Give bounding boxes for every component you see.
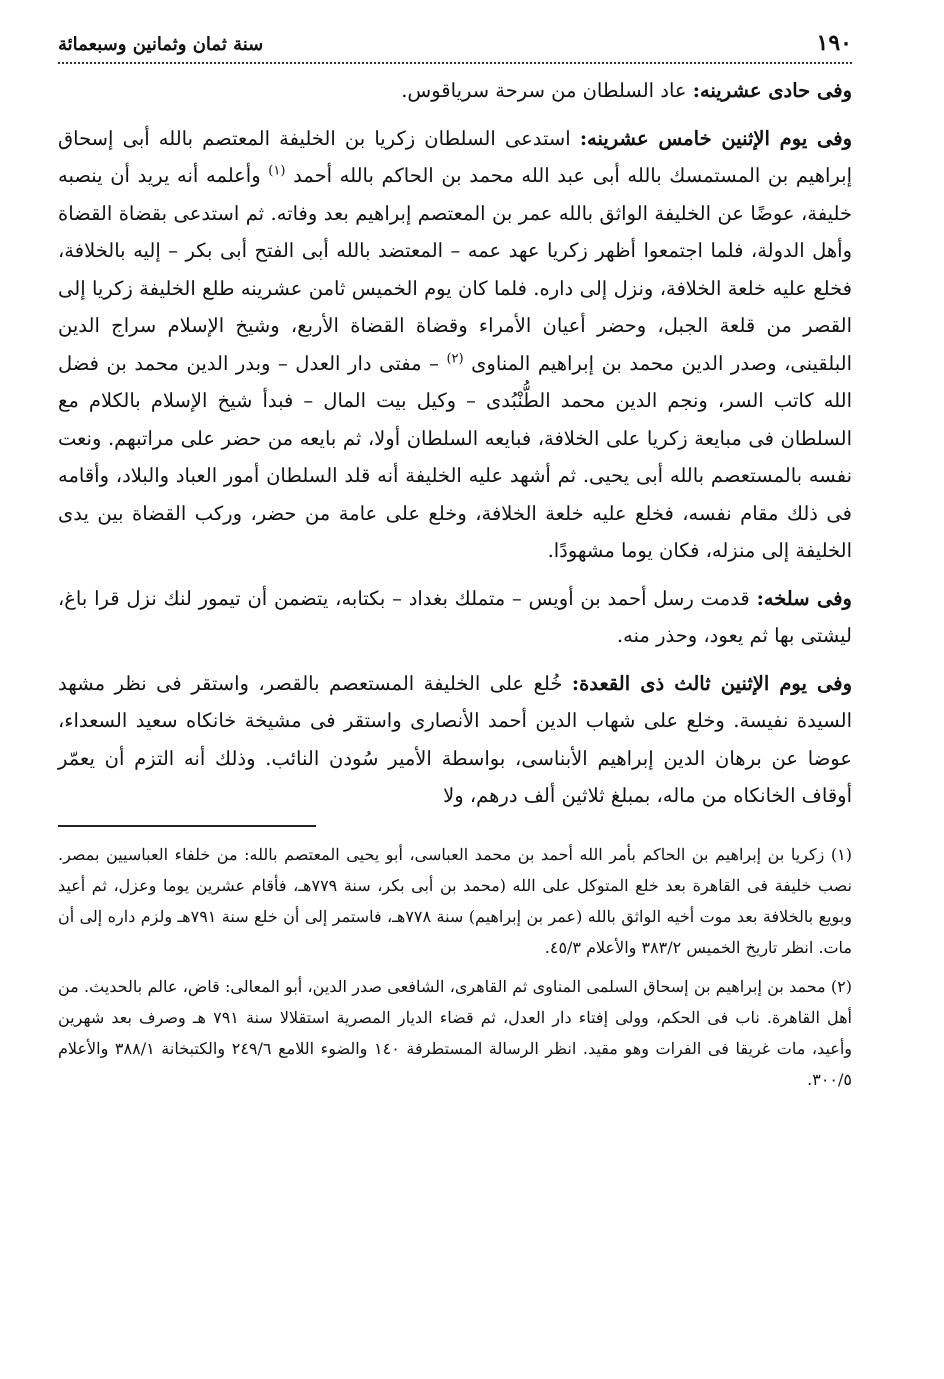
footnote-text: زكريا بن إبراهيم بن الحاكم بأمر الله أحمد بن محمد العباسى، أبو يحيى المعتصم بالله: من خلفاء العباسيين بمصر. نصب خليفة فى القاهرة بعد خلع المتوكل على الله (محمد بن أبى بكر، سنة ٧٧٩هـ، فأقام عشرين يوما وعزل، ثم أعيد وبويع بالخلافة بعد موت أخيه الواثق بالله (عمر بن إبراهيم) سنة ٧٧٨هـ، فاستمر إلى أن خلع سنة ٧٩١هـ ولزم داره إلى أن مات. انظر تاريخ الخميس ٣٨٣/٢ والأعلام ٤٥/٣. xyxy=(58,844,853,957)
entry-text: خُلع على الخليفة المستعصم بالقصر، واستقر فى نظر مشهد السيدة نفيسة. وخلع على شهاب الدين أحمد الأنصارى واستقر فى مشيخة خانكاه سعيد السعداء، عوضا عن برهان الدين إبراهيم الأبناسى، بواسطة الأمير سُودن النائب. وذلك أنه التزم أن يعمّر أوقاف الخانكاه من ماله، بمبلغ ثلاثين ألف درهم، ولا xyxy=(58,671,852,807)
entry-text-continued: وأعلمه أنه يريد أن ينصبه خليفة، عوضًا عن الخليفة الواثق بالله عمر بن المعتصم إبراهيم بعد وفاته. ثم استدعى بقضاة القضاة وأهل الدولة، فلما اجتمعوا أظهر زكريا عهد عمه – المعتضد بالله أبى الفتح أبى بكر – إليه بالخلافة، فخلع عليه خلعة الخلافة، ونزل إلى داره. فلما كان يوم الخميس ثامن عشرينه طلع الخليفة زكريا إلى القصر من قلعة الجبل، وحضر أعيان الأمراء وقضاة القضاة الأربع، وشيخ الإسلام سراج الدين البلقينى، وصدر الدين محمد بن إبراهيم المناوى xyxy=(58,164,852,375)
entry-4 xyxy=(58,665,852,815)
footnote-1 xyxy=(58,839,852,963)
footnote-number: (١) xyxy=(830,844,852,864)
page-number: ١٩٠ xyxy=(816,30,852,56)
entry-2 xyxy=(58,120,852,570)
running-title: سنة ثمان وثمانين وسبعمائة xyxy=(58,34,264,55)
entry-lead: وفى سلخه: xyxy=(756,586,852,610)
entry-text: استدعى السلطان زكريا بن الخليفة المعتصم بالله أبى إسحاق إبراهيم بن المستمسك بالله أبى عبد الله محمد بن الحاكم بالله أحمد xyxy=(58,126,852,187)
entry-text: قدمت رسل أحمد بن أويس – متملك بغداد – بكتابه، يتضمن أن تيمور لنك نزل قرا باغ، ليشتى بها ثم يعود، وحذر منه. xyxy=(58,586,852,647)
entry-lead: وفى حادى عشرينه: xyxy=(692,79,852,102)
entry-3 xyxy=(58,580,852,655)
entry-lead: وفى يوم الإثنين خامس عشرينه: xyxy=(579,126,852,150)
running-header xyxy=(58,28,852,64)
entry-lead: وفى يوم الإثنين ثالث ذى القعدة: xyxy=(571,671,852,695)
book-page xyxy=(58,28,852,1359)
footnote-marker-1[interactable]: (١) xyxy=(268,163,286,179)
footnote-2 xyxy=(58,971,852,1095)
entry-text-end: – مفتى دار العدل – وبدر الدين محمد بن فضل الله كاتب السر، ونجم الدين محمد الطُّنْبُدى – وكيل بيت المال – فبدأ شيخ الإسلام بالكلام مع السلطان فى مبايعة زكريا على الخلافة، فبايعه السلطان أولا، ثم بايعه من حضر على مراتبهم. ونعت نفسه بالمستعصم بالله أبى يحيى. ثم أشهد عليه الخليفة أنه قلد السلطان أمور العباد والبلاد، وأقامه فى ذلك مقام نفسه، فخلع عليه خلعة الخلافة، وخلع على عامة من حضر، وركب القضاة بين يدى الخليفة إلى منزله، فكان يوما مشهودًا. xyxy=(58,351,852,562)
footnote-separator xyxy=(58,825,316,827)
footnote-text: محمد بن إبراهيم بن إسحاق السلمى المناوى ثم القاهرى، الشافعى صدر الدين، أبو المعالى: قاض، عالم بالحديث. من أهل القاهرة. ناب فى الحكم، وولى إفتاء دار العدل، ثم قضاء الديار المصرية استقلالا سنة ٧٩١ هـ وصرف بعد شهرين وأعيد، مات غريقا فى الفرات وهو مقيد. انظر الرسالة المستطرفة ١٤٠ والضوء اللامع ٢٤٩/٦ والكتبخانة ٣٨٨/١ والأعلام ٣٠٠/٥. xyxy=(58,976,853,1089)
footnote-marker-2[interactable]: (٢) xyxy=(446,351,464,366)
entry-text: عاد السلطان من سرحة سرياقوس. xyxy=(401,79,693,102)
entry-1 xyxy=(58,72,852,110)
footnote-number: (٢) xyxy=(830,976,852,996)
